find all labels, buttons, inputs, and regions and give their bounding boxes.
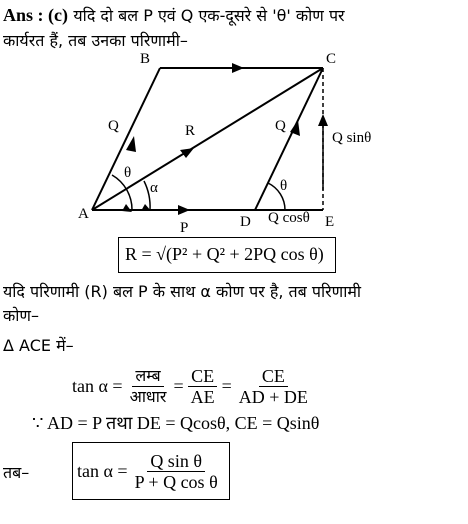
- force-parallelogram-diagram: [0, 0, 468, 245]
- frac2-numerator: CE: [188, 366, 217, 387]
- equals-sign: =: [221, 376, 232, 396]
- frac2-denominator: AE: [190, 386, 215, 407]
- frac3-numerator: CE: [259, 366, 288, 387]
- arrow-AD: [178, 205, 190, 215]
- frac1-denominator: आधार: [129, 386, 167, 406]
- fraction-ratio-words: [127, 366, 170, 407]
- angle-arc-theta-left-head: [122, 204, 132, 212]
- fraction-ce-ad-de: [236, 366, 311, 407]
- frac3-denominator: AD + DE: [238, 386, 308, 407]
- answer-label: Ans : (c): [3, 5, 68, 25]
- final-fraction: [132, 451, 221, 492]
- arrow-AC: [180, 148, 194, 158]
- intro-line-2: कार्यरत हैं, तब उनका परिणामी–: [3, 31, 188, 50]
- resultant-formula-box: [118, 237, 336, 273]
- final-formula-box: [72, 442, 230, 500]
- frac1-numerator: लम्ब: [132, 366, 163, 387]
- q-sin-arrowhead: [318, 114, 328, 126]
- label-alpha: α: [150, 180, 158, 196]
- arrow-BC: [232, 63, 244, 73]
- label-B: B: [140, 51, 151, 67]
- label-Q-left: Q: [108, 118, 119, 134]
- tan-lhs: tan α =: [72, 376, 123, 396]
- since-line: ∵ AD = P तथा DE = Qcosθ, CE = Qsinθ: [32, 413, 320, 433]
- label-E: E: [325, 214, 335, 230]
- label-theta-left: θ: [124, 165, 132, 181]
- label-q-sin: Q sinθ: [332, 130, 372, 146]
- resultant-formula: R = √(P² + Q² + 2PQ cos θ): [125, 244, 324, 264]
- label-q-cos: Q cosθ: [268, 210, 310, 226]
- label-A: A: [78, 206, 89, 222]
- label-P: P: [180, 220, 189, 236]
- paragraph-line-2: कोण–: [3, 306, 40, 325]
- paragraph-line-1: यदि परिणामी (R) बल P के साथ α कोण पर है, तब परिणामी: [3, 282, 362, 301]
- final-denominator: P + Q cos θ: [134, 471, 218, 492]
- tan-alpha-equation: [72, 358, 315, 414]
- arrow-AB: [126, 136, 136, 152]
- label-D: D: [240, 214, 251, 230]
- label-theta-right: θ: [280, 178, 288, 194]
- equals-sign: =: [173, 376, 184, 396]
- final-lhs: tan α =: [77, 460, 128, 481]
- triangle-label: Δ ACE में–: [3, 336, 74, 355]
- label-C: C: [326, 51, 337, 67]
- final-numerator: Q sin θ: [147, 451, 205, 472]
- intro-line-1: यदि दो बल P एवं Q एक-दूसरे से 'θ' कोण पर: [73, 6, 345, 25]
- label-R: R: [185, 123, 196, 139]
- label-Q-right: Q: [275, 118, 286, 134]
- fraction-ce-ae: [188, 366, 218, 407]
- final-formula: [77, 443, 225, 499]
- final-label: तब–: [3, 463, 30, 482]
